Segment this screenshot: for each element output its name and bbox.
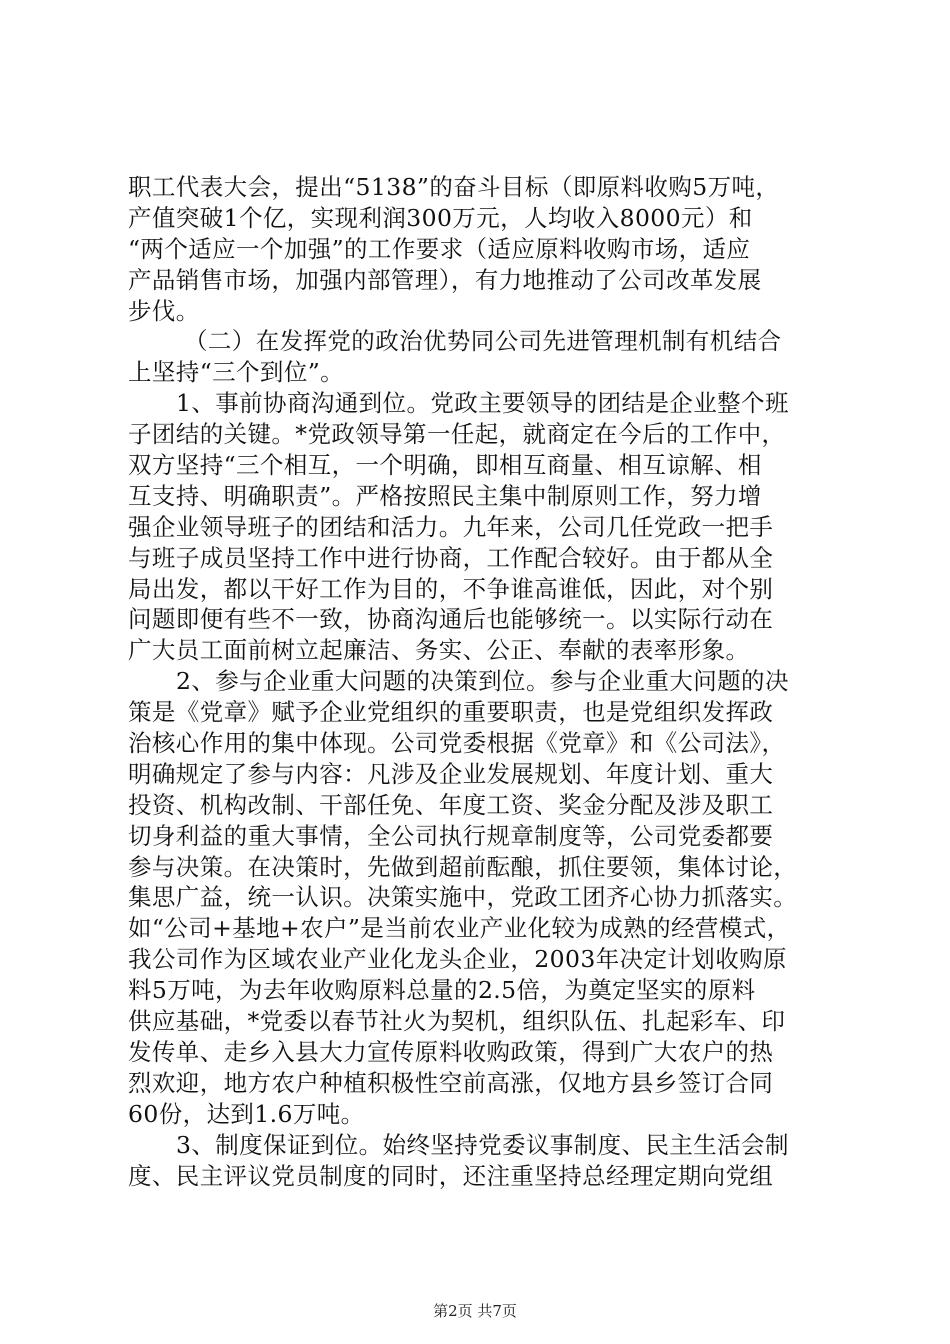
text-line: 我公司作为区域农业产业化龙头企业，2003年决定计划收购原 <box>128 945 787 974</box>
text-line: 治核心作用的集中体现。公司党委根据《党章》和《公司法》， <box>128 729 786 758</box>
text-line: 广大员工面前树立起廉洁、务实、公正、奉献的表率形象。 <box>128 636 750 665</box>
text-line: 料5万吨，为去年收购原料总量的2.5倍，为奠定坚实的原料 <box>128 976 756 1005</box>
text-line: 切身利益的重大事情，全公司执行规章制度等，公司党委都要 <box>128 821 774 850</box>
text-line: 强企业领导班子的团结和活力。九年来，公司几任党政一把手 <box>128 512 774 541</box>
text-line: 明确规定了参与内容：凡涉及企业发展规划、年度计划、重大 <box>128 759 774 788</box>
document-body <box>128 172 834 1191</box>
text-line: 度、民主评议党员制度的同时，还注重坚持总经理定期向党组 <box>128 1161 774 1190</box>
text-line: （二）在发挥党的政治优势同公司先进管理机制有机结合 <box>184 327 782 356</box>
text-line: 职工代表大会，提出“5138”的奋斗目标（即原料收购5万吨， <box>128 173 780 201</box>
page-number-footer: 第2页 共7页 <box>433 1302 517 1320</box>
text-line: 产值突破1个亿，实现利润300万元，人均收入8000元）和 <box>128 203 753 232</box>
text-line: 2、参与企业重大问题的决策到位。参与企业重大问题的决 <box>176 667 789 696</box>
section-heading-paragraph <box>128 326 834 388</box>
text-line: 供应基础，*党委以春节社火为契机，组织队伍、扎起彩车、印 <box>128 1007 786 1036</box>
text-line: 问题即便有些不一致，协商沟通后也能够统一。以实际行动在 <box>128 605 774 634</box>
text-line: 局出发，都以干好工作为目的，不争谁高谁低，因此，对个别 <box>128 574 774 603</box>
text-line: 投资、机构改制、干部任免、年度工资、奖金分配及涉及职工 <box>128 790 774 819</box>
text-line: 烈欢迎，地方农户种植积极性空前高涨，仅地方县乡签订合同 <box>128 1068 774 1097</box>
text-line: 双方坚持“三个相互，一个明确，即相互商量、相互谅解、相 <box>128 451 762 480</box>
text-line: 如“公司+基地+农户”是当前农业产业化较为成熟的经营模式， <box>128 914 791 943</box>
text-line: 3、制度保证到位。始终坚持党委议事制度、民主生活会制 <box>176 1130 789 1159</box>
text-line: 1、事前协商沟通到位。党政主要领导的团结是企业整个班 <box>176 389 789 418</box>
paragraph-item-3 <box>128 1130 834 1192</box>
paragraph-continued <box>128 172 834 326</box>
paragraph-item-2 <box>128 666 834 1129</box>
text-line: “两个适应一个加强”的工作要求（适应原料收购市场，适应 <box>128 234 751 263</box>
text-line: 步伐。 <box>128 296 200 325</box>
text-line: 60份，达到1.6万吨。 <box>128 1099 365 1128</box>
text-line: 发传单、走乡入县大力宣传原料收购政策，得到广大农户的热 <box>128 1037 774 1066</box>
text-line: 产品销售市场，加强内部管理），有力地推动了公司改革发展 <box>128 265 762 294</box>
text-line: 参与决策。在决策时，先做到超前酝酿，抓住要领，集体讨论， <box>128 852 798 881</box>
text-line: 集思广益，统一认识。决策实施中，党政工团齐心协力抓落实。 <box>128 883 798 912</box>
text-line: 子团结的关键。*党政领导第一任起，就商定在今后的工作中， <box>128 420 786 449</box>
text-line: 与班子成员坚持工作中进行协商，工作配合较好。由于都从全 <box>128 543 774 572</box>
paragraph-item-1 <box>128 388 834 666</box>
text-line: 互支持、明确职责”。严格按照民主集中制原则工作，努力增 <box>128 481 762 510</box>
text-line: 策是《党章》赋予企业党组织的重要职责，也是党组织发挥政 <box>128 698 774 727</box>
text-line: 上坚持“三个到位”。 <box>128 358 345 387</box>
